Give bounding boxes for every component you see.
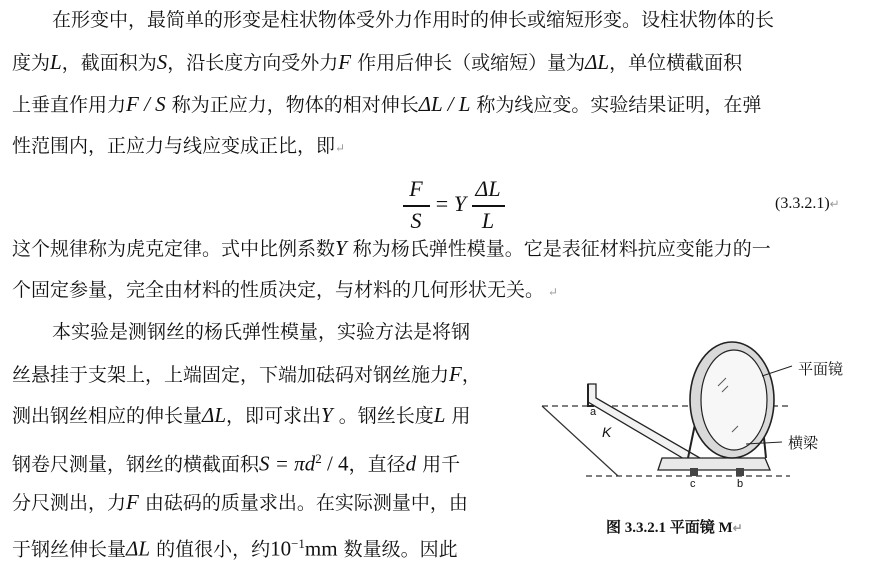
paragraph-mark-icon: ↵ [335, 141, 346, 155]
para3-line3: 测出钢丝相应的伸长量ΔL，即可求出Y 。钢丝长度L 用 [12, 403, 471, 427]
para1-line4: 性范围内，正应力与线应变成正比，即↵ [12, 135, 346, 157]
eq-fraction-bar-right [472, 205, 505, 207]
rear-foot-b [736, 468, 744, 476]
label-k: K [602, 424, 612, 440]
para1-line3: 上垂直作用力F / S 称为正应力，物体的相对伸长ΔL / L 称为线应变。实验结果证明，在弹 [12, 92, 762, 116]
eq-fraction-bar-left [403, 205, 430, 207]
beam-base [658, 458, 770, 470]
equation-number: (3.3.2.1)↵ [775, 195, 840, 212]
para3-line5: 分尺测出，力F 由砝码的质量求出。在实际测量中，由 [12, 490, 468, 514]
paragraph-mark-icon: ↵ [544, 285, 558, 299]
eq-denominator-left: S [410, 208, 422, 233]
eq-denominator-right: L [481, 208, 495, 233]
paragraph-mark-icon: ↵ [829, 197, 840, 211]
para3-line2: 丝悬挂于支架上，上端固定，下端加砝码对钢丝施力F， [12, 362, 481, 386]
label-a: a [590, 406, 597, 418]
label-c: c [690, 478, 696, 490]
para3-line4: 钢卷尺测量，钢丝的横截面积$S = \pi d^2 / 4$，直径d 用千 [12, 451, 461, 476]
rear-foot-c [690, 468, 698, 476]
para1-line1: 在形变中，最简单的形变是柱状物体受外力作用时的伸长或缩短形变。设柱状物体的长 [52, 9, 775, 31]
figure-caption: 图 3.3.2.1 平面镜 M↵ [606, 520, 743, 536]
k-distance-line [542, 406, 618, 476]
para3-line1: 本实验是测钢丝的杨氏弹性模量，实验方法是将钢 [52, 321, 471, 343]
figure-mirror-m [530, 340, 876, 540]
para1-line2: 度为L，截面积为S，沿长度方向受外力F 作用后伸长（或缩短）量为ΔL，单位横截面积 [12, 50, 743, 74]
eq-numerator-left: F [409, 176, 423, 201]
eq-coefficient: Y [453, 191, 467, 216]
paragraph-mark-icon: ↵ [732, 521, 743, 535]
mirror-glass [701, 350, 767, 450]
label-b: b [737, 478, 744, 490]
eq-numerator-right: ΔL [475, 176, 501, 201]
para2-line1: 这个规律称为虎克定律。式中比例系数Y 称为杨氏弹性模量。它是表征材料抗应变能力的一 [12, 236, 771, 260]
para2-line2: 个固定参量，完全由材料的性质决定，与材料的几何形状无关。 ↵ [12, 279, 558, 301]
label-beam: 横梁 [788, 434, 819, 452]
para3-line6: 于钢丝伸长量ΔL 的值很小，约$10^{-1}mm$ 数量级。因此 [12, 536, 458, 561]
eq-equals: = [435, 191, 449, 216]
label-mirror: 平面镜 [798, 360, 844, 378]
